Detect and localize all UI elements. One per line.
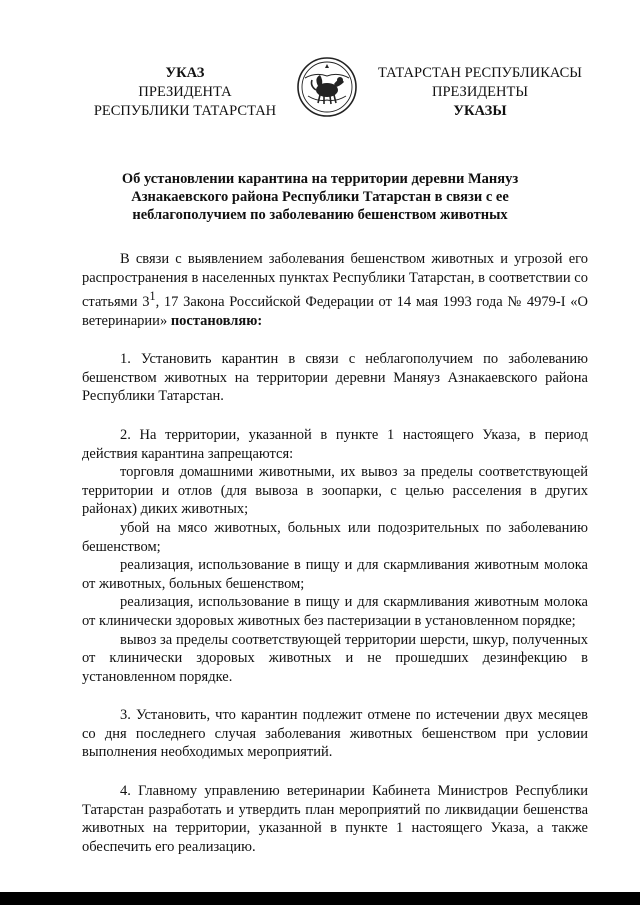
header-right-block bbox=[365, 64, 595, 121]
preamble-decree-word: постановляю: bbox=[170, 312, 263, 329]
prohibition-subitem: убой на мясо животных, больных или подозрительных по заболеванию бешенством; bbox=[82, 519, 588, 555]
preamble-superscript: 1 bbox=[149, 289, 156, 304]
decree-item-1: 1. Установить карантин в связи с неблагополучием по заболеванию бешенством животных на территории деревни Маняуз Азнакаевского района Республики Татарстан. bbox=[82, 351, 588, 405]
header-right-line2: ПРЕЗИДЕНТЫ bbox=[431, 84, 529, 100]
prohibition-subitem: торговля домашними животными, их вывоз за пределы соответствующей территории и отлов (для вывоза в зоопарки, с целью расселения в других районах) диких животных; bbox=[82, 464, 588, 518]
prohibition-subitem: вывоз за пределы соответствующей территории шерсти, шкур, полученных от клинически здоровых животных и не прошедших дезинфекцию в установленном порядке. bbox=[82, 631, 588, 685]
header-left-block bbox=[80, 64, 290, 121]
title-line3: неблагополучием по заболеванию бешенством животных bbox=[132, 207, 508, 223]
scan-bottom-edge bbox=[0, 892, 640, 905]
prohibition-subitem: реализация, использование в пищу и для скармливания животным молока от животных, больных бешенством; bbox=[82, 557, 588, 592]
title-line2: Азнакаевского района Республики Татарстан в связи с ее bbox=[131, 189, 509, 205]
header-left-line3: РЕСПУБЛИКИ ТАТАРСТАН bbox=[93, 103, 277, 119]
header-left-line1: УКАЗ bbox=[165, 65, 205, 81]
header-left-line2: ПРЕЗИДЕНТА bbox=[138, 84, 232, 100]
decree-item-3: 3. Установить, что карантин подлежит отмене по истечении двух месяцев со дня последнего случая заболевания животных бешенством при условии выполнения необходимых мероприятий. bbox=[82, 707, 588, 761]
preamble-text-after: , 17 Закона Российской Федерации от 14 мая 1993 года № 4979-I «О ветеринарии» bbox=[82, 294, 588, 329]
prohibition-subitem: реализация, использование в пищу и для скармливания животным молока от клинически здоровых животных без пастеризации в установленном порядке; bbox=[82, 594, 588, 629]
document-body bbox=[82, 250, 588, 856]
preamble-paragraph bbox=[82, 250, 588, 330]
document-header bbox=[0, 0, 640, 140]
header-right-line3: УКАЗЫ bbox=[453, 103, 507, 119]
title-line1: Об установлении карантина на территории деревни Маняуз bbox=[121, 171, 519, 187]
header-right-line1: ТАТАРСТАН РЕСПУБЛИКАСЫ bbox=[378, 65, 582, 81]
decree-item-4: 4. Главному управлению ветеринарии Кабинета Министров Республики Татарстан разработать и утвердить план мероприятий по ликвидации бешенства животных на территории, указанной в пункте 1 настоящего Указа, а также обеспечить его реализацию. bbox=[82, 783, 588, 855]
coat-of-arms-emblem-icon bbox=[296, 56, 358, 118]
document-title bbox=[100, 170, 540, 224]
preamble-text-before: В связи с выявлением заболевания бешенством животных и угрозой его распространения в населенных пунктах Республики Татарстан, в соответствии со статьями 3 bbox=[82, 251, 588, 311]
decree-item-2: 2. На территории, указанной в пункте 1 настоящего Указа, в период действия карантина запрещаются: bbox=[82, 426, 588, 462]
